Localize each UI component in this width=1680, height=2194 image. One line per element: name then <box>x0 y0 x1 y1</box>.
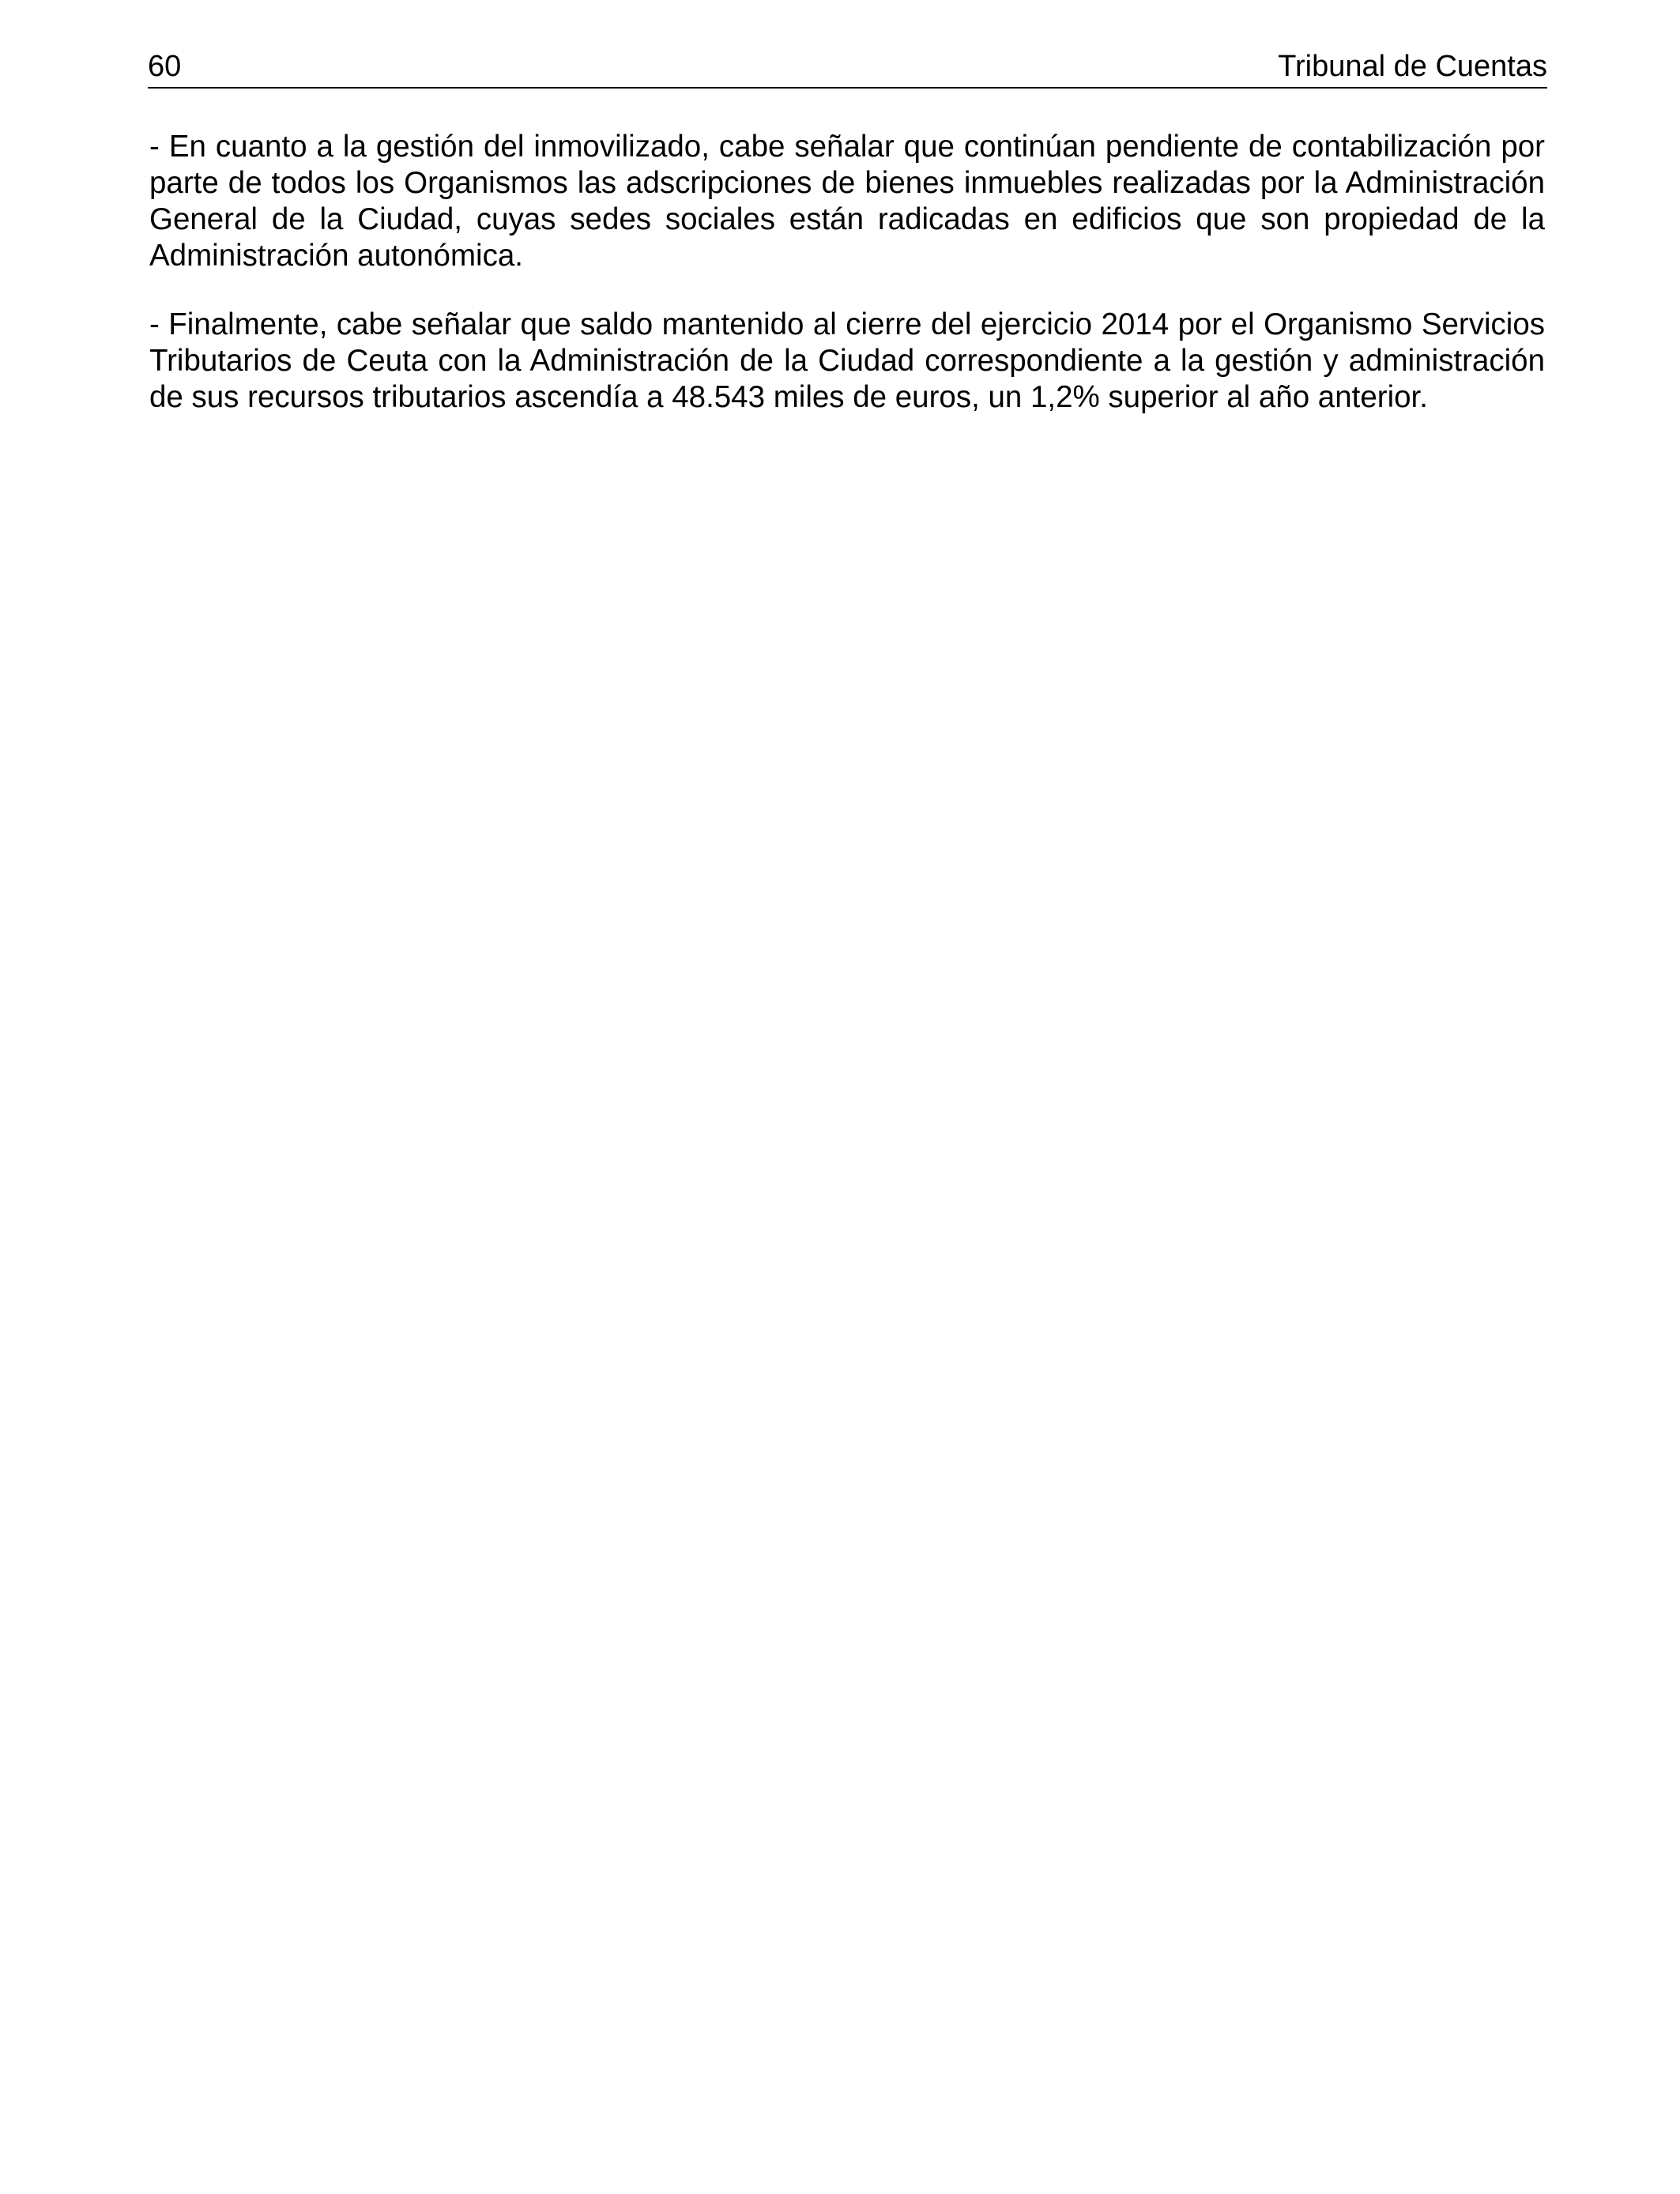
paragraph-inmovilizado: - En cuanto a la gestión del inmovilizado, cabe señalar que continúan pendiente de contabilización por parte de todos los Organismos las adscripciones de bienes inmuebles realizadas por la Administración General de la Ciudad, cuyas sedes sociales están radicadas en edificios que son propiedad de la Administración autonómica. <box>149 130 1545 273</box>
page-number: 60 <box>148 50 182 83</box>
paragraph-saldo-servicios-tributarios: - Finalmente, cabe señalar que saldo mantenido al cierre del ejercicio 2014 por el Organismo Servicios Tributarios de Ceuta con la Administración de la Ciudad correspondiente a la gestión y administración de sus recursos tributarios ascendía a 48.543 miles de euros, un 1,2% superior al año anterior. <box>149 307 1545 414</box>
page-header <box>148 47 1547 89</box>
document-body <box>149 129 1545 448</box>
publisher-name: Tribunal de Cuentas <box>1278 50 1547 83</box>
